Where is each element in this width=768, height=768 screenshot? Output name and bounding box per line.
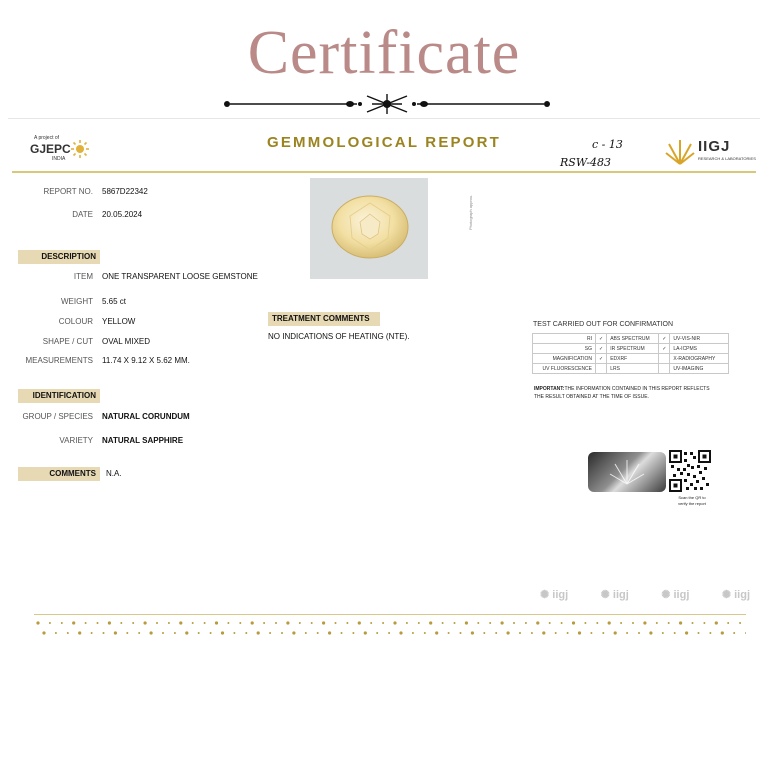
weight-value: 5.65 ct bbox=[102, 297, 127, 306]
comments-value: N.A. bbox=[106, 469, 122, 478]
table-row bbox=[533, 344, 729, 354]
test-cell: UV-VIS-NIR bbox=[670, 334, 729, 344]
species-value: NATURAL CORUNDUM bbox=[102, 412, 190, 421]
description-heading: DESCRIPTION bbox=[18, 250, 100, 264]
report-no-value: 5867D22342 bbox=[102, 187, 148, 196]
handwritten-note-2: RSW-483 bbox=[560, 156, 612, 169]
weight-label: WEIGHT bbox=[61, 297, 93, 306]
certificate-title: Certificate bbox=[247, 19, 521, 87]
test-tick: ✓ bbox=[596, 344, 607, 354]
variety-label: VARIETY bbox=[59, 436, 93, 445]
important-label: IMPORTANT: bbox=[534, 386, 565, 392]
treatment-heading: TREATMENT COMMENTS bbox=[268, 312, 380, 326]
test-tick: ✓ bbox=[659, 334, 670, 344]
variety-value: NATURAL SAPPHIRE bbox=[102, 436, 184, 445]
title-ornament bbox=[222, 92, 552, 116]
table-row bbox=[533, 354, 729, 364]
gjepc-country: INDIA bbox=[52, 156, 66, 162]
test-cell: EDXRF bbox=[607, 354, 659, 364]
report-title: GEMMOLOGICAL REPORT bbox=[266, 134, 502, 151]
important-note bbox=[534, 385, 714, 401]
photo-caption-text: Photograph approx. bbox=[468, 194, 473, 230]
qr-caption-line-1: Scan the QR to bbox=[678, 495, 706, 500]
colour-value: YELLOW bbox=[102, 317, 136, 326]
report-no-label: REPORT NO. bbox=[43, 187, 93, 196]
bottom-rule bbox=[34, 614, 746, 615]
test-cell: IR SPECTRUM bbox=[607, 344, 659, 354]
iigj-watermark: ✺ iigj bbox=[600, 589, 629, 601]
watermark-row bbox=[540, 588, 750, 601]
qr-caption-line-2: verify the report bbox=[678, 501, 706, 506]
iigj-watermark: ✺ iigj bbox=[721, 589, 750, 601]
test-cell: MAGNIFICATION bbox=[533, 354, 596, 364]
gjepc-tagline: A project of bbox=[34, 135, 60, 141]
test-cell: UV-IMAGING bbox=[670, 364, 729, 374]
photo-caption bbox=[468, 180, 482, 280]
iigj-watermark: ✺ iigj bbox=[540, 589, 569, 601]
measurements-value: 11.74 X 9.12 X 5.62 MM. bbox=[102, 356, 190, 365]
shape-label: SHAPE / CUT bbox=[42, 337, 93, 346]
test-cell: SG bbox=[533, 344, 596, 354]
date-value: 20.05.2024 bbox=[102, 210, 143, 219]
shape-value: OVAL MIXED bbox=[102, 337, 151, 346]
table-row bbox=[533, 364, 729, 374]
identification-heading: IDENTIFICATION bbox=[18, 389, 100, 403]
test-cell: LRS bbox=[607, 364, 659, 374]
test-tick bbox=[659, 364, 670, 374]
test-cell: LA-ICPMS bbox=[670, 344, 729, 354]
item-value: ONE TRANSPARENT LOOSE GEMSTONE bbox=[102, 272, 258, 281]
treatment-value: NO INDICATIONS OF HEATING (NTE). bbox=[268, 332, 410, 341]
colour-label: COLOUR bbox=[58, 317, 93, 326]
header-rule bbox=[12, 171, 756, 173]
species-label: GROUP / SPECIES bbox=[22, 412, 93, 421]
gemstone-image bbox=[310, 178, 428, 279]
measurements-label: MEASUREMENTS bbox=[25, 356, 93, 365]
verification-qr-code[interactable] bbox=[669, 450, 711, 492]
comments-heading: COMMENTS bbox=[18, 467, 100, 481]
iigj-sub: RESEARCH & LABORATORIES bbox=[698, 156, 756, 161]
important-text: THE INFORMATION CONTAINED IN THIS REPORT REFLECTS THE RESULT OBTAINED AT THE TIME OF ISSUE. bbox=[534, 386, 710, 400]
test-tick: ✓ bbox=[596, 354, 607, 364]
iigj-emblem-icon bbox=[665, 136, 695, 166]
test-tick bbox=[659, 354, 670, 364]
test-cell: RI bbox=[533, 334, 596, 344]
hologram-seal bbox=[588, 452, 666, 492]
iigj-watermark: ✺ iigj bbox=[661, 589, 690, 601]
test-tick: ✓ bbox=[596, 334, 607, 344]
date-label: DATE bbox=[72, 210, 93, 219]
decorative-dot-border bbox=[34, 618, 746, 640]
test-tick: ✓ bbox=[659, 344, 670, 354]
gem-photo bbox=[310, 178, 428, 279]
iigj-logo: IIGJ bbox=[698, 138, 731, 155]
test-tick bbox=[596, 364, 607, 374]
tests-table bbox=[532, 333, 729, 374]
test-cell: ABS SPECTRUM bbox=[607, 334, 659, 344]
gjepc-logo: GJEPC bbox=[30, 142, 71, 156]
table-row bbox=[533, 334, 729, 344]
test-cell: UV FLUORESCENCE bbox=[533, 364, 596, 374]
test-cell: X-RADIOGRAPHY bbox=[670, 354, 729, 364]
tests-heading: TEST CARRIED OUT FOR CONFIRMATION bbox=[533, 321, 674, 328]
hologram-emblem-icon bbox=[588, 452, 666, 492]
handwritten-note-1: c - 13 bbox=[592, 138, 623, 151]
item-label: ITEM bbox=[73, 272, 93, 281]
qr-caption bbox=[670, 495, 714, 507]
